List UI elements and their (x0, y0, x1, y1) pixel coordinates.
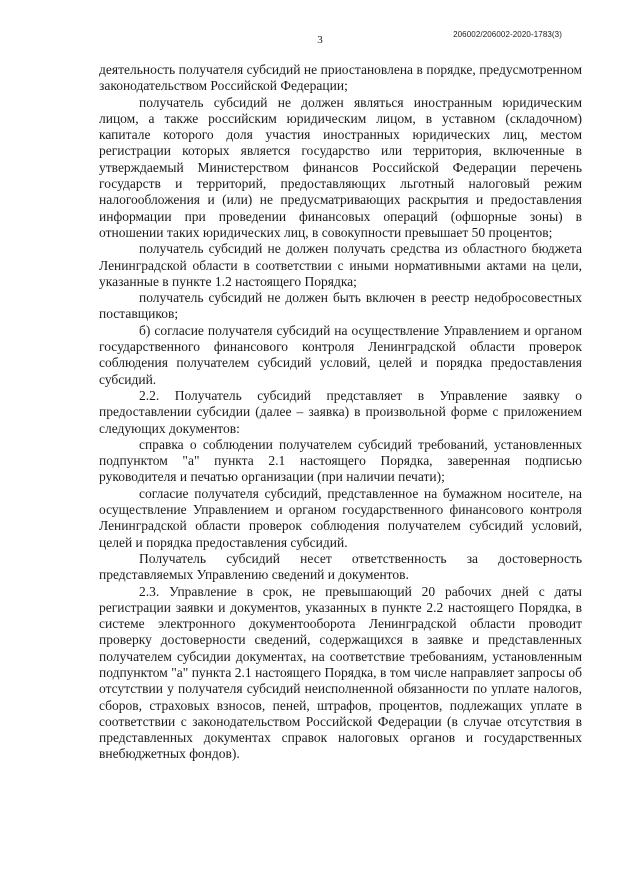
document-id: 206002/206002-2020-1783(3) (453, 30, 562, 39)
paragraph: справка о соблюдении получателем субсидий требований, установленных подпунктом "а" пункта 2.1 настоящего Порядка, заверенная подписью руководителя и печатью организации (при наличии печати); (99, 436, 582, 485)
paragraph: получатель субсидий не должен являться иностранным юридическим лицом, а также российским юридическим лицом, в уставном (складочном) капитале которого доля участия иностранных юридических лиц, местом регистрации которых является государство или территория, включенные в утверждаемый Министерством финансов Российской Федерации перечень государств и территорий, предоставляющих льготный налоговый режим налогообложения и (или) не предусматривающих раскрытия и предоставления информации при проведении финансовых операций (офшорные зоны) в отношении таких юридических лиц, в совокупности превышает 50 процентов; (99, 94, 582, 240)
paragraph: получатель субсидий не должен быть включен в реестр недобросовестных поставщиков; (99, 290, 582, 322)
paragraph: деятельность получателя субсидий не приостановлена в порядке, предусмотренном законодательством Российской Федерации; (99, 62, 582, 94)
paragraph: 2.2. Получатель субсидий представляет в Управление заявку о предоставлении субсидии (далее – заявка) в произвольной форме с приложением следующих документов: (99, 387, 582, 436)
page-number: 3 (317, 34, 323, 46)
paragraph: согласие получателя субсидий, представленное на бумажном носителе, на осуществление Управлением и органом государственного финансового контроля Ленинградской области проверок соблюдения получателем субсидий условий, целей и порядка предоставления субсидий. (99, 485, 582, 550)
document-body (99, 62, 582, 763)
paragraph: 2.3. Управление в срок, не превышающий 20 рабочих дней с даты регистрации заявки и документов, указанных в пункте 2.2 настоящего Порядка, в системе электронного документооборота Ленинградской области проводит проверку достоверности сведений, содержащихся в заявке и представленных получателем субсидии документах, на соответствие требованиям, установленным подпунктом "а" пункта 2.1 настоящего Порядка, в том числе направляет запросы об отсутствии у получателя субсидий неисполненной обязанности по уплате налогов, сборов, страховых взносов, пеней, штрафов, процентов, подлежащих уплате в соответствии с законодательством Российской Федерации (в случае отсутствия в представленных документах справок налоговых органов и государственных внебюджетных фондов). (99, 583, 582, 762)
paragraph: б) согласие получателя субсидий на осуществление Управлением и органом государственного финансового контроля Ленинградской области проверок соблюдения получателем субсидий условий, целей и порядка предоставления субсидий. (99, 322, 582, 387)
paragraph: получатель субсидий не должен получать средства из областного бюджета Ленинградской области в соответствии с иными нормативными актами на цели, указанные в пункте 1.2 настоящего Порядка; (99, 241, 582, 289)
paragraph: Получатель субсидий несет ответственность за достоверность представляемых Управлению сведений и документов. (99, 550, 582, 583)
